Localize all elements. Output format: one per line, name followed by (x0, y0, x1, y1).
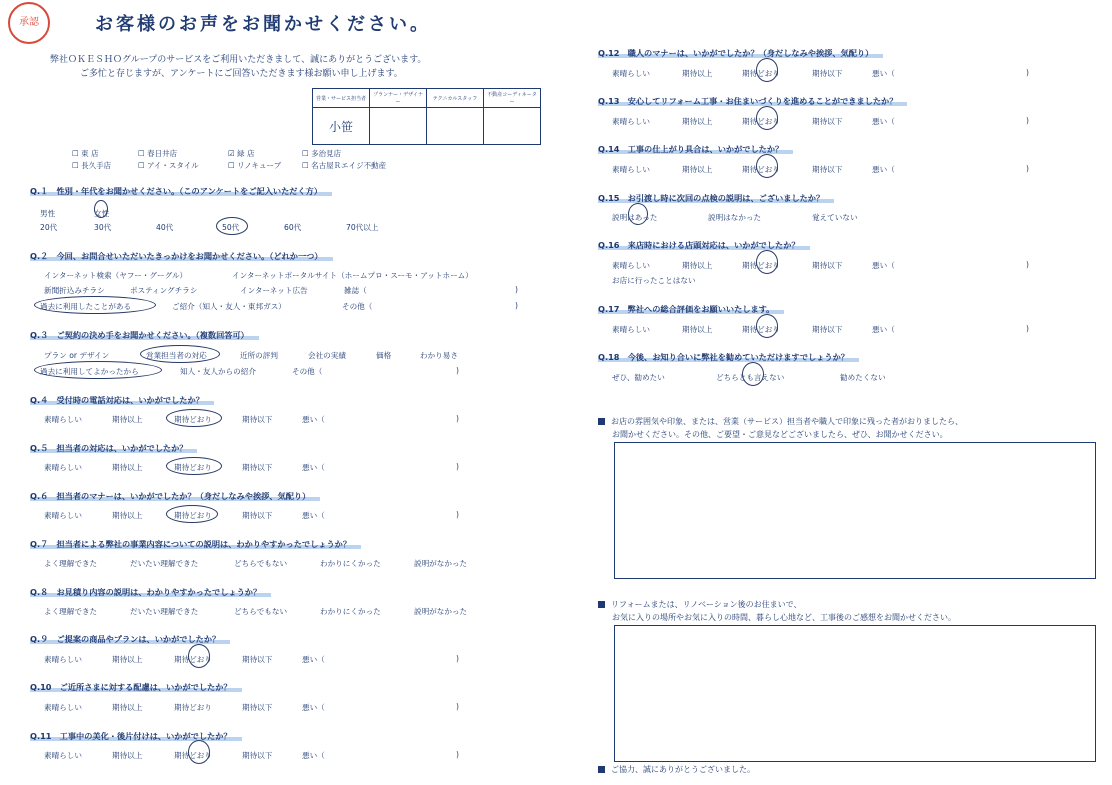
rating-option[interactable]: 素晴らしい (44, 655, 82, 664)
question-1: Q.１ 性別・年代をお聞かせください。（このアンケートをご記入いただく方） (30, 186, 332, 197)
q2-option[interactable]: インターネットポータルサイト（ホームプロ・スーモ・アットホーム） (232, 271, 473, 280)
store-label: 長久手店 (81, 161, 112, 170)
rating-option[interactable]: 期待以下 (812, 69, 843, 78)
rating-paren: ) (1026, 324, 1029, 333)
rating-option[interactable]: 期待以上 (682, 261, 713, 270)
rating-option[interactable]: 期待以上 (112, 511, 143, 520)
question-5: Q.５ 担当者の対応は、いかがでしたか？ (30, 443, 197, 454)
question-6: Q.６ 担当者のマナーは、いかがでしたか？（身だしなみや挨拶、気配り） (30, 491, 320, 502)
rating-paren: ) (456, 750, 459, 759)
age-option[interactable]: 70代以上 (346, 223, 379, 232)
age-option[interactable]: 20代 (40, 223, 58, 232)
store-label: 東 店 (81, 149, 99, 158)
rating-option[interactable]: 期待以下 (242, 463, 273, 472)
store-checkbox[interactable]: ☑ 緑 店 (228, 149, 255, 158)
rating-option[interactable]: 期待以上 (112, 415, 143, 424)
rating-option[interactable]: 期待どおり (174, 511, 212, 520)
rating-option[interactable]: 期待どおり (742, 261, 780, 270)
rating-option[interactable]: 悪い（ (302, 703, 325, 712)
question-13: Q.13 安心してリフォーム工事・お住まいづくりを進めることができましたか？ (598, 96, 907, 107)
q3-option[interactable]: 近所の評判 (240, 351, 278, 360)
rating-option[interactable]: 期待以下 (242, 703, 273, 712)
rating-option[interactable]: 期待以下 (242, 751, 273, 760)
q18-option[interactable]: 勧めたくない (840, 373, 886, 382)
page-title: お客様のお声をお聞かせください。 (95, 14, 431, 35)
comment-prompt-1b: お聞かせください。その他、ご要望・ご意見などございましたら、ぜひ、お聞かせください。 (612, 430, 948, 439)
rating-option[interactable]: 期待以下 (812, 325, 843, 334)
rating-option[interactable]: 期待どおり (174, 415, 212, 424)
rating-option[interactable]: 悪い（ (872, 261, 895, 270)
rating-option[interactable]: 期待どおり (742, 117, 780, 126)
comment-textarea-2[interactable] (614, 625, 1096, 762)
q18-option[interactable]: ぜひ、勧めたい (612, 373, 665, 382)
answer-circle (756, 106, 778, 130)
rating-option[interactable]: 期待以上 (112, 655, 143, 664)
question-16: Q.16 来店時における店頭対応は、いかがでしたか？ (598, 240, 810, 251)
staff-table (312, 88, 541, 145)
footer-thanks: ご協力、誠にありがとうございました。 (598, 764, 755, 775)
rating-option[interactable]: 期待以上 (682, 165, 713, 174)
rating-paren: ) (1026, 164, 1029, 173)
rating-option[interactable]: 悪い（ (872, 69, 895, 78)
store-checkbox[interactable]: ☐ 名古屋Ｒエイジ不動産 (302, 161, 387, 170)
q2-option[interactable]: その他（ (342, 302, 373, 311)
rating-option[interactable]: 悪い（ (302, 415, 325, 424)
q3-option[interactable]: 会社の実績 (308, 351, 346, 360)
question-7: Q.７ 担当者による弊社の事業内容についての説明は、わかりやすかったでしょうか？ (30, 539, 361, 550)
intro-line-1: 弊社ＯＫＥＳＨＯグループのサービスをご利用いただきまして、誠にありがとうございます。 (50, 55, 427, 65)
age-option[interactable]: 60代 (284, 223, 302, 232)
rating-option[interactable]: 期待どおり (174, 655, 212, 664)
answer-circle (166, 457, 222, 475)
store-label: 多治見店 (311, 149, 342, 158)
answer-circle (756, 58, 778, 82)
rating-option[interactable]: 期待どおり (174, 463, 212, 472)
store-label: 春日井店 (147, 149, 178, 158)
rating-option[interactable]: 素晴らしい (44, 511, 82, 520)
answer-circle (216, 217, 248, 235)
q2-option[interactable]: 雑誌（ (344, 286, 367, 295)
store-checkbox[interactable]: ☐ アイ・スタイル (138, 161, 199, 170)
rating-option[interactable]: 期待以下 (812, 117, 843, 126)
bullet-square-icon (598, 601, 605, 608)
comment-textarea-1[interactable] (614, 442, 1096, 579)
rating-option[interactable]: 素晴らしい (612, 69, 650, 78)
rating-option[interactable]: 素晴らしい (612, 325, 650, 334)
rating-option[interactable]: 悪い（ (302, 751, 325, 760)
rating-option[interactable]: 期待どおり (742, 165, 780, 174)
store-label: アイ・スタイル (147, 161, 199, 170)
staff-header: プランナー・デザイナー (370, 89, 427, 108)
question-9: Q.９ ご提案の商品やプランは、いかがでしたか？ (30, 634, 230, 645)
gender-female[interactable]: 女性 (94, 209, 110, 218)
staff-cell[interactable]: 小笹 (313, 108, 370, 145)
rating-option[interactable]: 期待以上 (682, 325, 713, 334)
understand-option[interactable]: わかりにくかった (320, 607, 381, 616)
age-option[interactable]: 40代 (156, 223, 174, 232)
age-option[interactable]: 50代 (222, 223, 240, 232)
answer-circle (188, 740, 210, 764)
rating-option[interactable]: 素晴らしい (44, 703, 82, 712)
question-3: Q.３ ご契約の決め手をお聞かせください。（複数回答可） (30, 330, 259, 341)
staff-cell[interactable] (370, 108, 427, 145)
comment-prompt-1: お店の雰囲気や印象、または、営業（サービス）担当者や職人で印象に残った者がおりましたら、 (598, 416, 963, 427)
store-checkbox[interactable]: ☐ 多治見店 (302, 149, 342, 158)
rating-option[interactable]: 期待どおり (742, 69, 780, 78)
rating-option[interactable]: 素晴らしい (44, 415, 82, 424)
q2-paren: ) (515, 285, 518, 294)
rating-option[interactable]: 期待以上 (112, 463, 143, 472)
rating-option[interactable]: 期待以上 (682, 117, 713, 126)
q2-option[interactable]: インターネット検索（ヤフー・グーグル） (44, 271, 188, 280)
question-17: Q.17 弊社への総合評価をお願いいたします。 (598, 304, 784, 315)
q2-option[interactable]: インターネット広告 (240, 286, 308, 295)
q2-option[interactable]: 過去に利用したことがある (40, 302, 132, 311)
intro-line-2: ご多忙と存じますが、アンケートにご回答いただきます様お願い申し上げます。 (80, 69, 403, 79)
age-option[interactable]: 30代 (94, 223, 112, 232)
answer-circle (188, 644, 210, 668)
store-checkbox[interactable]: ☐ 東 店 (72, 149, 99, 158)
q2-option[interactable]: ご紹介（知人・友人・東邦ガス） (172, 302, 286, 311)
q3-option[interactable]: その他（ (292, 367, 323, 376)
question-14: Q.14 工事の仕上がり具合は、いかがでしたか？ (598, 144, 793, 155)
staff-header: 営業・サービス担当者 (313, 89, 370, 108)
q3-option[interactable]: プラン or デザイン (44, 351, 110, 360)
rating-paren: ) (1026, 116, 1029, 125)
q15-option[interactable]: 説明はあった (612, 213, 658, 222)
q3-option[interactable]: 過去に利用してよかったから (40, 367, 139, 376)
q3-paren: ) (456, 366, 459, 375)
comment-prompt-2: リフォームまたは、リノベーション後のお住まいで、 (598, 599, 801, 610)
rating-option[interactable]: 期待以下 (812, 165, 843, 174)
understand-option[interactable]: どちらでもない (234, 559, 288, 568)
question-18: Q.18 今後、お知り合いに弊社を勧めていただけますでしょうか？ (598, 352, 859, 363)
rating-option[interactable]: 素晴らしい (612, 165, 650, 174)
rating-option[interactable]: 期待以下 (812, 261, 843, 270)
staff-cell[interactable] (484, 108, 541, 145)
question-2: Q.２ 今回、お問合せいただいたきっかけをお聞かせください。（どれか一つ） (30, 251, 333, 262)
answer-circle (756, 154, 778, 178)
q15-option[interactable]: 覚えていない (812, 213, 858, 222)
rating-option[interactable]: 悪い（ (302, 655, 325, 664)
rating-option[interactable]: 期待どおり (742, 325, 780, 334)
q18-option[interactable]: どちらとも言えない (716, 373, 785, 382)
understand-option[interactable]: だいたい理解できた (130, 607, 199, 616)
bullet-square-icon (598, 418, 605, 425)
answer-circle (742, 362, 764, 386)
q3-option[interactable]: 価格 (376, 351, 392, 360)
rating-option[interactable]: 悪い（ (872, 325, 895, 334)
answer-circle (140, 345, 220, 363)
rating-option[interactable]: 悪い（ (302, 463, 325, 472)
bullet-square-icon (598, 766, 605, 773)
q2-paren: ) (515, 301, 518, 310)
q3-option[interactable]: 営業担当者の対応 (146, 351, 207, 360)
rating-option[interactable]: 期待以上 (112, 751, 143, 760)
understand-option[interactable]: どちらでもない (234, 607, 288, 616)
staff-header: テクニカルスタッフ (427, 89, 484, 108)
rating-paren: ) (1026, 68, 1029, 77)
rating-option[interactable]: 期待どおり (174, 751, 212, 760)
rating-paren: ) (456, 414, 459, 423)
approval-stamp: 承認 (8, 2, 50, 44)
understand-option[interactable]: だいたい理解できた (130, 559, 199, 568)
store-label: リノキューブ (237, 161, 282, 170)
rating-option[interactable]: 期待どおり (174, 703, 212, 712)
rating-option[interactable]: 素晴らしい (44, 463, 82, 472)
rating-paren: ) (456, 510, 459, 519)
rating-option[interactable]: 悪い（ (872, 165, 895, 174)
staff-cell[interactable] (427, 108, 484, 145)
rating-option[interactable]: 素晴らしい (612, 117, 650, 126)
store-label: 緑 店 (237, 149, 255, 158)
store-checkbox[interactable]: ☐ 春日井店 (138, 149, 178, 158)
question-4: Q.４ 受付時の電話対応は、いかがでしたか？ (30, 395, 214, 406)
understand-option[interactable]: 説明がなかった (414, 607, 468, 616)
gender-male[interactable]: 男性 (40, 209, 56, 218)
rating-option[interactable]: 悪い（ (872, 117, 895, 126)
question-12: Q.12 職人のマナーは、いかがでしたか？（身だしなみや挨拶、気配り） (598, 48, 883, 59)
q16-extra-option[interactable]: お店に行ったことはない (612, 276, 696, 285)
rating-option[interactable]: 悪い（ (302, 511, 325, 520)
store-checkbox[interactable]: ☐ リノキューブ (228, 161, 282, 170)
understand-option[interactable]: わかりにくかった (320, 559, 381, 568)
answer-circle (756, 250, 778, 274)
answer-circle (628, 203, 648, 225)
understand-option[interactable]: よく理解できた (44, 559, 98, 568)
answer-circle (166, 505, 218, 523)
rating-option[interactable]: 期待以下 (242, 511, 273, 520)
answer-circle (34, 361, 162, 379)
rating-option[interactable]: 期待以上 (682, 69, 713, 78)
understand-option[interactable]: 説明がなかった (414, 559, 468, 568)
q2-option[interactable]: 新聞折込みチラシ (44, 286, 105, 295)
rating-paren: ) (1026, 260, 1029, 269)
rating-option[interactable]: 素晴らしい (612, 261, 650, 270)
question-11: Q.11 工事中の美化・後片付けは、いかがでしたか？ (30, 731, 242, 742)
rating-option[interactable]: 期待以下 (242, 415, 273, 424)
answer-circle (756, 314, 778, 338)
answer-circle (166, 409, 222, 427)
q3-option[interactable]: 知人・友人からの紹介 (180, 367, 256, 376)
store-label: 名古屋Ｒエイジ不動産 (311, 161, 387, 170)
rating-option[interactable]: 期待以上 (112, 703, 143, 712)
rating-paren: ) (456, 462, 459, 471)
q2-option[interactable]: ポスティングチラシ (130, 286, 198, 295)
question-15: Q.15 お引渡し時に次回の点検の説明は、ございましたか？ (598, 193, 834, 204)
answer-circle (94, 200, 108, 218)
question-8: Q.８ お見積り内容の説明は、わかりやすかったでしょうか？ (30, 587, 271, 598)
staff-header: 不動産コーディネーター (484, 89, 541, 108)
rating-paren: ) (456, 702, 459, 711)
answer-circle (34, 296, 156, 314)
understand-option[interactable]: よく理解できた (44, 607, 98, 616)
q15-option[interactable]: 説明はなかった (708, 213, 762, 222)
comment-prompt-2b: お気に入りの場所やお気に入りの時間、暮らし心地など、工事後のご感想をお聞かせください。 (612, 613, 956, 622)
question-10: Q.10 ご近所さまに対する配慮は、いかがでしたか？ (30, 682, 242, 693)
rating-paren: ) (456, 654, 459, 663)
rating-option[interactable]: 素晴らしい (44, 751, 82, 760)
q3-option[interactable]: わかり易さ (420, 351, 458, 360)
store-checkbox[interactable]: ☐ 長久手店 (72, 161, 112, 170)
rating-option[interactable]: 期待以下 (242, 655, 273, 664)
